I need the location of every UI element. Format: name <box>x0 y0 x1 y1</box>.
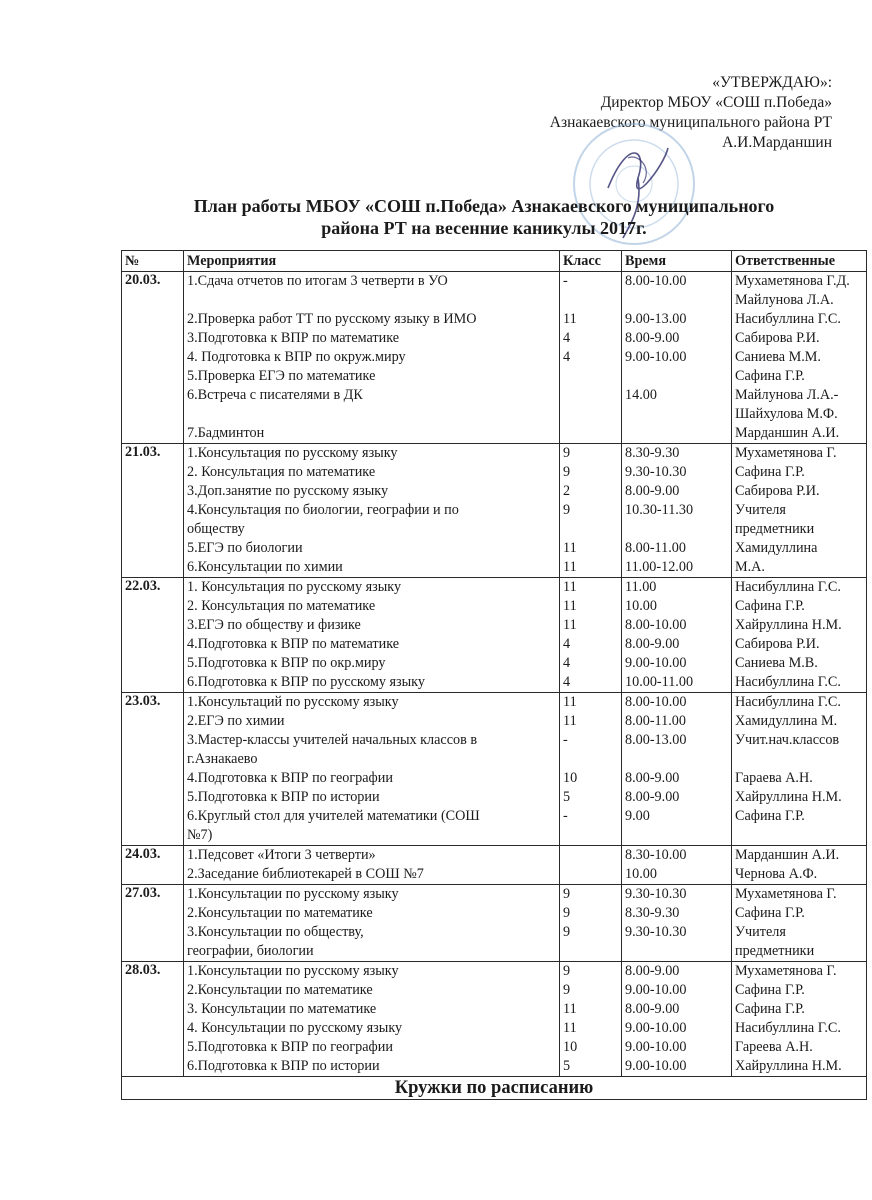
row-time-line <box>625 405 728 424</box>
row-class-line: 2 <box>563 483 571 499</box>
document-title <box>150 195 818 239</box>
row-date: 27.03. <box>122 885 184 962</box>
row-resp-line: Насибуллина Г.С. <box>735 1020 841 1036</box>
row-time-line: 8.00-13.00 <box>625 732 687 748</box>
row-event-line: 1. Консультация по русскому языку <box>187 579 402 595</box>
row-class-line: - <box>563 273 568 289</box>
row-time-line <box>625 942 728 961</box>
row-class-line: 4 <box>563 655 571 671</box>
row-event-line: 4.Подготовка к ВПР по географии <box>187 770 393 786</box>
row-time-line: 9.30-10.30 <box>625 464 687 480</box>
row-class-line: - <box>563 808 568 824</box>
row-event-line: 6.Встреча с писателями в ДК <box>187 387 363 403</box>
row-event-line: 6.Подготовка к ВПР по истории <box>187 1058 380 1074</box>
row-time-line: 11.00-12.00 <box>625 559 694 575</box>
row-class-cell <box>560 885 622 962</box>
row-resp-line: Гараева А.Н. <box>735 770 813 786</box>
row-event-line: 6.Подготовка к ВПР по русскому языку <box>187 674 425 690</box>
row-time-line: 11.00 <box>625 579 657 595</box>
row-date: 21.03. <box>122 444 184 578</box>
row-time-cell <box>622 272 732 444</box>
row-class-line: 9 <box>563 982 571 998</box>
row-time-line: 8.00-9.00 <box>625 789 680 805</box>
row-event-line: 2.Консультации по математике <box>187 982 373 998</box>
row-time-cell <box>622 444 732 578</box>
row-class-line: 4 <box>563 349 571 365</box>
footer-text: Кружки по расписанию <box>122 1077 867 1100</box>
row-class-line: 5 <box>563 789 571 805</box>
row-time-cell <box>622 885 732 962</box>
row-event-line: 1.Педсовет «Итоги 3 четверти» <box>187 847 376 863</box>
row-date: 22.03. <box>122 578 184 693</box>
row-resp-line: Майлунова Л.А. <box>735 292 834 308</box>
row-class-line: 11 <box>563 559 577 575</box>
row-resp-line: Сафина Г.Р. <box>735 464 805 480</box>
header-event: Мероприятия <box>184 251 560 272</box>
row-event-line: 1.Консультации по русскому языку <box>187 963 399 979</box>
approval-line-3: Азнакаевского муниципального района РТ <box>549 114 832 131</box>
row-event-line <box>187 405 556 424</box>
row-resp-line: М.А. <box>735 559 765 575</box>
row-time-line: 8.30-10.00 <box>625 847 687 863</box>
row-event-line: 5.Проверка ЕГЭ по математике <box>187 368 376 384</box>
row-resp-line: Сафина Г.Р. <box>735 905 805 921</box>
row-time-line: 9.00-13.00 <box>625 311 687 327</box>
row-event-line <box>187 291 556 310</box>
table-row <box>122 693 867 846</box>
row-event-line: 7.Бадминтон <box>187 425 265 441</box>
row-resp-line: Чернова А.Ф. <box>735 866 818 882</box>
row-event-line: 2.Проверка работ ТТ по русскому языку в ИМО <box>187 311 477 327</box>
row-event-line: 4.Подготовка к ВПР по математике <box>187 636 400 652</box>
row-resp-line: Сафина Г.Р. <box>735 808 805 824</box>
row-class-line <box>563 750 618 769</box>
row-time-line: 9.00 <box>625 808 650 824</box>
row-class-line: 4 <box>563 636 571 652</box>
row-class-line: 9 <box>563 502 571 518</box>
row-time-line: 8.00-9.00 <box>625 636 680 652</box>
row-resp-line: Майлунова Л.А.- <box>735 387 839 403</box>
title-line-1: План работы МБОУ «СОШ п.Победа» Азнакаевского муниципального <box>193 196 775 216</box>
row-time-line <box>625 424 728 443</box>
table-row <box>122 885 867 962</box>
row-time-line: 8.00-11.00 <box>625 540 686 556</box>
row-resp-line: Марданшин А.И. <box>735 847 840 863</box>
row-time-line: 9.00-10.00 <box>625 655 687 671</box>
row-time-line: 8.00-9.00 <box>625 330 680 346</box>
row-class-cell <box>560 444 622 578</box>
row-resp-line: Мухаметянова Г. <box>735 963 837 979</box>
row-resp-line <box>735 826 863 845</box>
row-time-line: 10.00 <box>625 598 657 614</box>
row-class-line: 9 <box>563 963 571 979</box>
row-event-line: 1.Консультация по русскому языку <box>187 445 398 461</box>
row-class-cell <box>560 578 622 693</box>
row-time-cell <box>622 846 732 885</box>
row-time-line: 8.00-9.00 <box>625 963 680 979</box>
row-time-line: 10.00 <box>625 866 657 882</box>
row-resp-cell <box>732 693 867 846</box>
row-event-line: 3.Подготовка к ВПР по математике <box>187 330 400 346</box>
row-resp-line: Насибуллина Г.С. <box>735 579 841 595</box>
row-date: 20.03. <box>122 272 184 444</box>
row-event-line: №7) <box>187 827 213 843</box>
row-event-line: г.Азнакаево <box>187 751 258 767</box>
row-class-line: 11 <box>563 1020 577 1036</box>
row-resp-line: Сафина Г.Р. <box>735 982 805 998</box>
row-time-line: 8.00-9.00 <box>625 1001 680 1017</box>
row-event-line: 4.Консультация по биологии, географии и по <box>187 502 459 518</box>
row-time-line: 14.00 <box>625 387 657 403</box>
table-row <box>122 444 867 578</box>
row-time-cell <box>622 962 732 1077</box>
row-resp-line: Сабирова Р.И. <box>735 330 820 346</box>
row-class-line <box>563 865 618 884</box>
row-resp-line: Учителя <box>735 924 786 940</box>
row-event-line: географии, биологии <box>187 943 314 959</box>
row-resp-cell <box>732 962 867 1077</box>
row-resp-line: Шайхулова М.Ф. <box>735 406 838 422</box>
row-time-line: 9.30-10.30 <box>625 924 687 940</box>
row-time-line: 8.00-9.00 <box>625 483 680 499</box>
row-time-line: 8.00-10.00 <box>625 694 687 710</box>
row-time-cell <box>622 578 732 693</box>
table-row <box>122 846 867 885</box>
row-resp-line: Гареева А.Н. <box>735 1039 813 1055</box>
row-event-cell <box>184 578 560 693</box>
row-time-line: 8.00-9.00 <box>625 770 680 786</box>
row-resp-line: Хайруллина Н.М. <box>735 789 842 805</box>
row-class-line: 11 <box>563 1001 577 1017</box>
row-resp-cell <box>732 444 867 578</box>
row-time-line <box>625 291 728 310</box>
approval-line-4: А.И.Марданшин <box>722 134 832 151</box>
row-event-line: 3.Доп.занятие по русскому языку <box>187 483 389 499</box>
row-event-line: 5.ЕГЭ по биологии <box>187 540 303 556</box>
footer-row <box>122 1077 867 1100</box>
row-resp-line: предметники <box>735 521 815 537</box>
row-resp-line: Сафина Г.Р. <box>735 598 805 614</box>
row-resp-line: Мухаметянова Г. <box>735 445 837 461</box>
row-class-cell <box>560 962 622 1077</box>
row-event-line: 1.Консультаций по русскому языку <box>187 694 399 710</box>
row-time-line: 9.00-10.00 <box>625 1058 687 1074</box>
row-event-line: обществу <box>187 521 245 537</box>
table-header-row <box>122 251 867 272</box>
row-class-line: 10 <box>563 770 578 786</box>
row-event-line: 2. Консультация по математике <box>187 464 376 480</box>
row-resp-line: Сафина Г.Р. <box>735 1001 805 1017</box>
row-class-line <box>563 367 618 386</box>
row-class-line <box>563 520 618 539</box>
table-row <box>122 272 867 444</box>
row-resp-line: Хамидуллина М. <box>735 713 838 729</box>
row-class-cell <box>560 272 622 444</box>
row-event-line: 3. Консультации по математике <box>187 1001 377 1017</box>
row-resp-cell <box>732 272 867 444</box>
row-resp-line: Мухаметянова Г.Д. <box>735 273 850 289</box>
row-event-line: 4. Подготовка к ВПР по окруж.миру <box>187 349 406 365</box>
row-event-line: 3.ЕГЭ по обществу и физике <box>187 617 361 633</box>
row-time-line <box>625 826 728 845</box>
row-event-line: 4. Консультации по русскому языку <box>187 1020 403 1036</box>
row-resp-line: Хамидуллина <box>735 540 818 556</box>
row-time-line: 9.00-10.00 <box>625 1020 687 1036</box>
row-event-line: 5.Подготовка к ВПР по географии <box>187 1039 393 1055</box>
row-event-line: 2.Консультации по математике <box>187 905 373 921</box>
header-num: № <box>122 251 184 272</box>
row-resp-cell <box>732 846 867 885</box>
row-class-line: 5 <box>563 1058 571 1074</box>
row-event-cell <box>184 962 560 1077</box>
approval-line-2: Директор МБОУ «СОШ п.Победа» <box>600 94 832 111</box>
row-resp-line: Насибуллина Г.С. <box>735 311 841 327</box>
row-class-line <box>563 386 618 405</box>
row-time-line: 9.00-10.00 <box>625 1039 687 1055</box>
row-resp-line: Насибуллина Г.С. <box>735 694 841 710</box>
row-event-cell <box>184 846 560 885</box>
row-date: 28.03. <box>122 962 184 1077</box>
row-class-line: 9 <box>563 445 571 461</box>
row-class-line: 9 <box>563 924 571 940</box>
row-event-line: 3.Консультации по обществу, <box>187 924 364 940</box>
row-class-cell <box>560 846 622 885</box>
row-class-cell <box>560 693 622 846</box>
row-time-line: 9.30-10.30 <box>625 886 687 902</box>
row-class-line <box>563 942 618 961</box>
row-event-cell <box>184 444 560 578</box>
row-resp-line: Сабирова Р.И. <box>735 636 820 652</box>
row-resp-line: Мухаметянова Г. <box>735 886 837 902</box>
row-resp-line: предметники <box>735 943 815 959</box>
row-resp-line: Саниева М.В. <box>735 655 818 671</box>
row-resp-line <box>735 750 863 769</box>
row-time-line: 8.30-9.30 <box>625 445 680 461</box>
row-class-line: 11 <box>563 311 577 327</box>
row-class-line: 11 <box>563 540 577 556</box>
table-row <box>122 578 867 693</box>
row-time-line: 9.00-10.00 <box>625 349 687 365</box>
approval-line-1: «УТВЕРЖДАЮ»: <box>712 74 832 91</box>
row-time-line <box>625 520 728 539</box>
row-resp-line: Хайруллина Н.М. <box>735 1058 842 1074</box>
row-resp-line: Саниева М.М. <box>735 349 821 365</box>
row-time-line: 10.30-11.30 <box>625 502 694 518</box>
row-time-line: 8.00-10.00 <box>625 617 687 633</box>
row-class-line <box>563 826 618 845</box>
row-resp-cell <box>732 578 867 693</box>
row-class-line: 11 <box>563 617 577 633</box>
row-time-line <box>625 750 728 769</box>
row-class-line: 10 <box>563 1039 578 1055</box>
row-event-line: 2.Заседание библиотекарей в СОШ №7 <box>187 866 424 882</box>
row-class-line: 11 <box>563 579 577 595</box>
row-event-line: 5.Подготовка к ВПР по истории <box>187 789 380 805</box>
row-time-line: 9.00-10.00 <box>625 982 687 998</box>
row-time-line: 10.00-11.00 <box>625 674 694 690</box>
row-class-line: 9 <box>563 464 571 480</box>
row-event-line: 6.Консультации по химии <box>187 559 343 575</box>
row-class-line <box>563 424 618 443</box>
row-time-line: 8.30-9.30 <box>625 905 680 921</box>
row-resp-line: Учит.нач.классов <box>735 732 840 748</box>
row-time-line: 8.00-10.00 <box>625 273 687 289</box>
row-class-line <box>563 846 618 865</box>
row-event-line: 6.Круглый стол для учителей математики (СОШ <box>187 808 480 824</box>
events-table <box>121 250 867 1100</box>
row-event-line: 1.Сдача отчетов по итогам 3 четверти в УО <box>187 273 448 289</box>
row-resp-line: Хайруллина Н.М. <box>735 617 842 633</box>
row-class-line: 11 <box>563 598 577 614</box>
row-class-line: 4 <box>563 330 571 346</box>
title-line-2: района РТ на весенние каникулы 2017г. <box>321 218 647 238</box>
header-class: Класс <box>560 251 622 272</box>
row-event-cell <box>184 885 560 962</box>
row-resp-line: Насибуллина Г.С. <box>735 674 841 690</box>
row-date: 23.03. <box>122 693 184 846</box>
row-time-line <box>625 367 728 386</box>
header-resp: Ответственные <box>732 251 867 272</box>
row-time-line: 8.00-11.00 <box>625 713 686 729</box>
row-class-line: 9 <box>563 886 571 902</box>
row-resp-line: Сафина Г.Р. <box>735 368 805 384</box>
row-class-line: 9 <box>563 905 571 921</box>
row-resp-line: Учителя <box>735 502 786 518</box>
row-class-line <box>563 405 618 424</box>
row-time-cell <box>622 693 732 846</box>
row-resp-line: Сабирова Р.И. <box>735 483 820 499</box>
row-class-line: 11 <box>563 694 577 710</box>
row-resp-line: Марданшин А.И. <box>735 425 840 441</box>
row-class-line: 11 <box>563 713 577 729</box>
row-event-line: 3.Мастер-классы учителей начальных классов в <box>187 732 478 748</box>
row-event-cell <box>184 272 560 444</box>
table-row <box>122 962 867 1077</box>
row-event-cell <box>184 693 560 846</box>
row-event-line: 2.ЕГЭ по химии <box>187 713 285 729</box>
row-event-line: 1.Консультации по русскому языку <box>187 886 399 902</box>
row-class-line: - <box>563 732 568 748</box>
row-date: 24.03. <box>122 846 184 885</box>
row-event-line: 5.Подготовка к ВПР по окр.миру <box>187 655 386 671</box>
row-class-line: 4 <box>563 674 571 690</box>
row-event-line: 2. Консультация по математике <box>187 598 376 614</box>
row-resp-cell <box>732 885 867 962</box>
row-class-line <box>563 291 618 310</box>
header-time: Время <box>622 251 732 272</box>
